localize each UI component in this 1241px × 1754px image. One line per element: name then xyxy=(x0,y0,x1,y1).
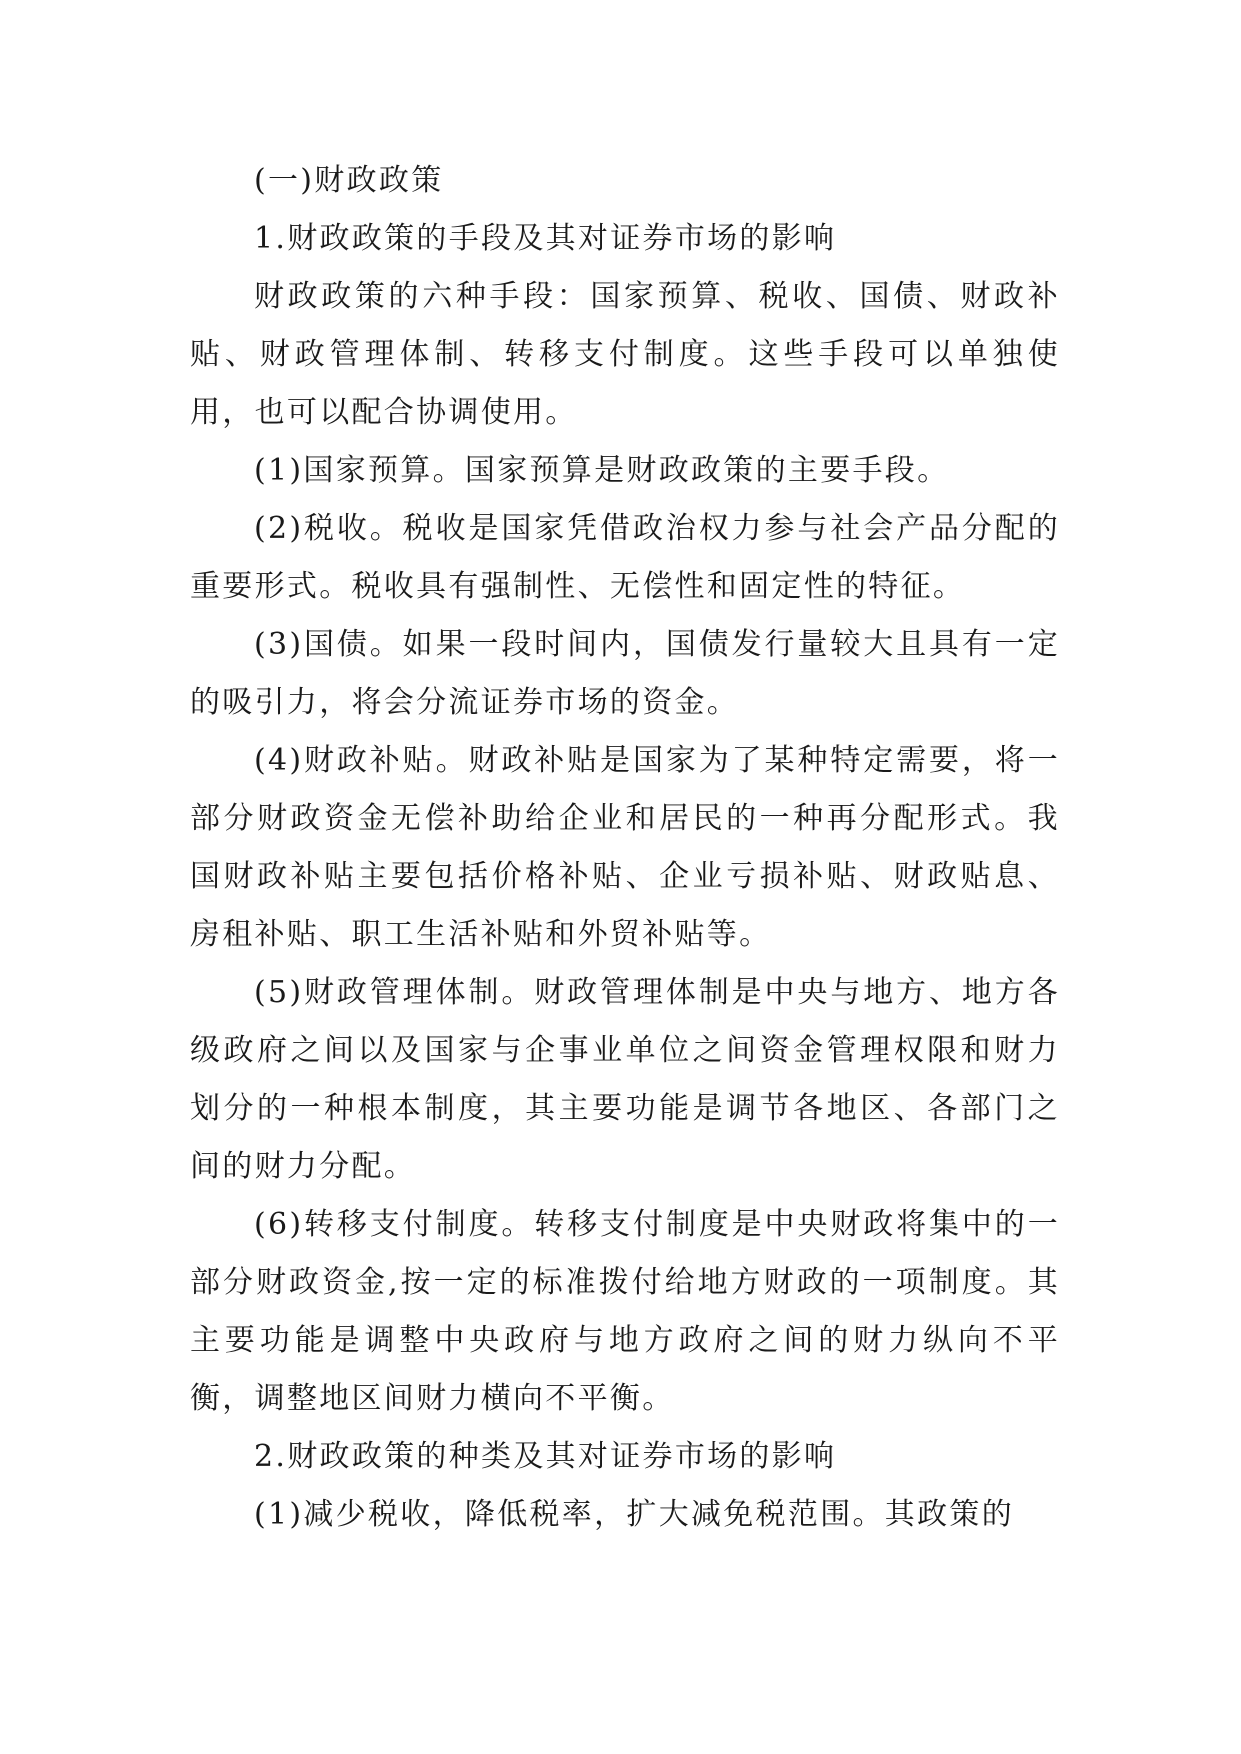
paragraph-tax-reduction: (1)减少税收，降低税率，扩大减免税范围。其政策的 xyxy=(254,1497,1014,1532)
paragraph-national-budget: (1)国家预算。国家预算是财政政策的主要手段。 xyxy=(254,453,950,488)
paragraph-six-instruments: 财政政策的六种手段：国家预算、税收、国债、财政补贴、财政管理体制、转移支付制度。这些手段可以单独使用，也可以配合协调使用。 xyxy=(190,279,1060,430)
paragraph-government-bonds: (3)国债。如果一段时间内，国债发行量较大且具有一定的吸引力，将会分流证券市场的资金。 xyxy=(190,627,1060,720)
paragraph-transfer-payment: (6)转移支付制度。转移支付制度是中央财政将集中的一部分财政资金,按一定的标准拨付给地方财政的一项制度。其主要功能是调整中央政府与地方政府之间的财力纵向不平衡，调整地区间财力横向不平衡。 xyxy=(190,1207,1060,1416)
subsection-heading-policy-instruments: 1.财政政策的手段及其对证券市场的影响 xyxy=(254,221,837,256)
subsection-heading-policy-types: 2.财政政策的种类及其对证券市场的影响 xyxy=(254,1439,837,1474)
paragraph-fiscal-management-system: (5)财政管理体制。财政管理体制是中央与地方、地方各级政府之间以及国家与企事业单位之间资金管理权限和财力划分的一种根本制度，其主要功能是调节各地区、各部门之间的财力分配。 xyxy=(190,975,1060,1184)
section-heading-fiscal-policy: (一)财政政策 xyxy=(254,163,444,198)
paragraph-fiscal-subsidies: (4)财政补贴。财政补贴是国家为了某种特定需要，将一部分财政资金无偿补助给企业和居民的一种再分配形式。我国财政补贴主要包括价格补贴、企业亏损补贴、财政贴息、房租补贴、职工生活补贴和外贸补贴等。 xyxy=(190,743,1060,952)
document-body xyxy=(190,152,1060,1544)
paragraph-taxation: (2)税收。税收是国家凭借政治权力参与社会产品分配的重要形式。税收具有强制性、无偿性和固定性的特征。 xyxy=(190,511,1060,604)
